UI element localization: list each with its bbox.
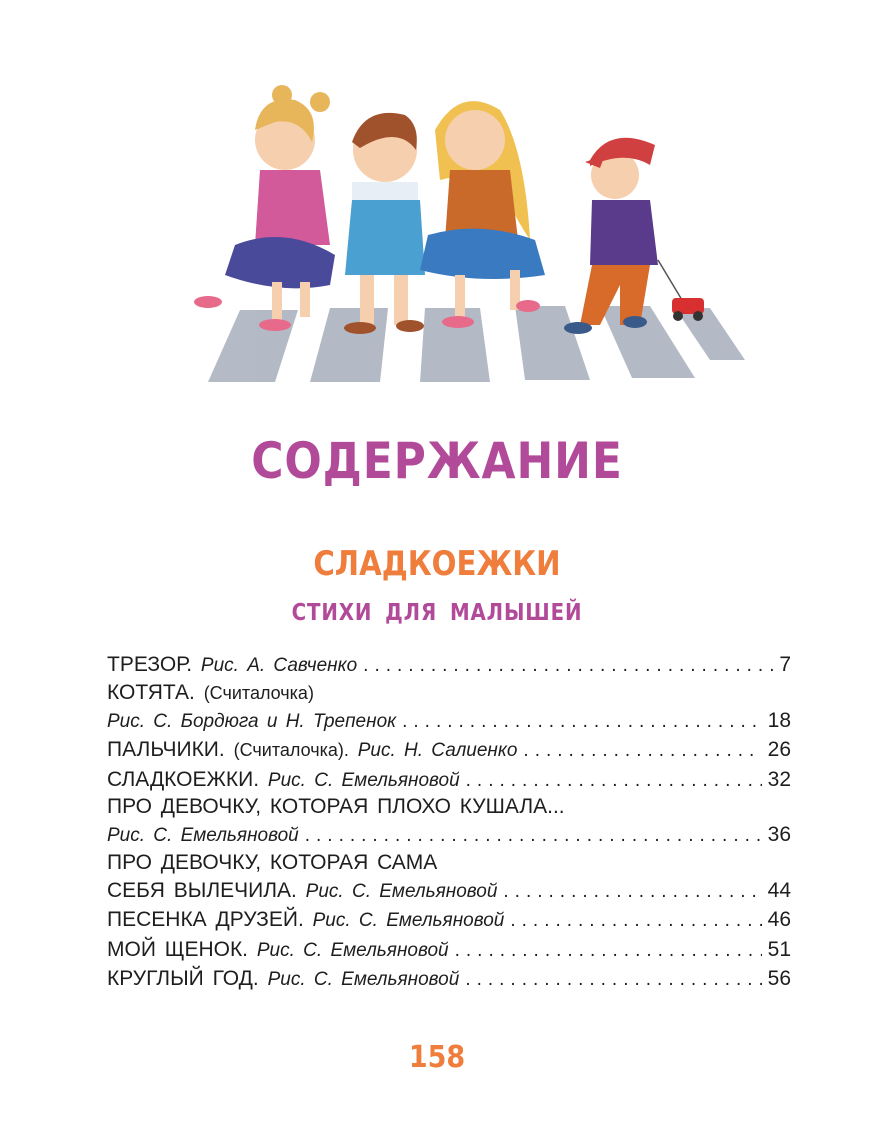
entry-illustrator: Рис. Н. Салиенко: [357, 740, 518, 761]
entry-title: ПРО ДЕВОЧКУ, КОТОРАЯ ПЛОХО КУШАЛА...: [107, 795, 565, 818]
entry-title: ТРЕЗОР.: [107, 653, 193, 676]
leader-dots: [455, 936, 762, 966]
entry-page: 32: [767, 767, 791, 791]
entry-page: 56: [767, 967, 791, 990]
leader-dots: [503, 877, 761, 907]
entry-title: КОТЯТА.: [107, 680, 195, 704]
toc-entry: [107, 650, 791, 680]
entry-page: 18: [767, 708, 791, 732]
section-title: СЛАДКОЕЖКИ: [313, 544, 561, 584]
page-number: 158: [408, 1040, 466, 1075]
toc-entry: [107, 735, 791, 765]
toc-entry: [107, 765, 791, 795]
entry-illustrator: Рис. А. Савченко: [200, 655, 358, 676]
entry-illustrator: Рис. С. Емельяновой: [305, 880, 498, 902]
toc-entry-continuation: [107, 820, 791, 850]
leader-dots: [466, 766, 762, 796]
leader-dots: [523, 736, 761, 766]
zebra-crossing: [208, 306, 745, 382]
entry-title: ПРО ДЕВОЧКУ, КОТОРАЯ САМА: [107, 850, 438, 874]
entry-title: МОЙ ЩЕНОК.: [107, 937, 249, 961]
entry-illustrator: Рис. С. Емельяновой: [267, 769, 460, 791]
section-subtitle: СТИХИ ДЛЯ МАЛЫШЕЙ: [291, 600, 583, 626]
entry-title: ПАЛЬЧИКИ.: [107, 738, 225, 761]
girl-in-pink-jacket: [194, 85, 335, 331]
entry-illustrator: Рис. С. Емельяновой: [312, 910, 505, 931]
toy-car: [658, 260, 704, 321]
entry-page: 44: [767, 878, 791, 902]
toc-entry-continuation: [107, 706, 791, 736]
entry-page: 51: [767, 937, 791, 961]
entry-title: ПЕСЕНКА ДРУЗЕЙ.: [107, 908, 304, 931]
entry-page: 46: [767, 908, 791, 931]
toc-heading: СОДЕРЖАНИЕ: [251, 432, 623, 490]
entry-title: КРУГЛЫЙ ГОД.: [107, 967, 259, 990]
entry-note: (Считалочка).: [233, 740, 349, 760]
toc-entry: [107, 964, 791, 994]
leader-dots: [363, 651, 773, 681]
table-of-contents: [107, 650, 791, 994]
boy-in-blue-overalls: [344, 113, 425, 334]
entry-page: 36: [767, 823, 791, 846]
leader-dots: [465, 965, 761, 995]
leader-dots: [510, 906, 761, 936]
entry-page: 26: [767, 738, 791, 761]
toc-entry: [107, 905, 791, 935]
toc-entry: [107, 794, 791, 820]
entry-page: 7: [779, 653, 791, 676]
children-crossing-illustration: [180, 70, 750, 390]
entry-title: СЕБЯ ВЫЛЕЧИЛА.: [107, 878, 297, 902]
entry-note: (Считалочка): [203, 682, 314, 703]
leader-dots: [305, 821, 762, 851]
entry-illustrator: Рис. С. Емельяновой: [256, 939, 449, 961]
entry-illustrator: Рис. С. Емельяновой: [107, 825, 299, 846]
toc-entry: [107, 850, 791, 876]
entry-title: СЛАДКОЕЖКИ.: [107, 767, 260, 791]
entry-illustrator: Рис. С. Емельяновой: [267, 969, 460, 990]
toc-entry: [107, 935, 791, 965]
leader-dots: [402, 707, 762, 737]
entry-illustrator: Рис. С. Бордюга и Н. Трепенок: [107, 710, 397, 732]
girl-with-long-hair: [420, 101, 545, 328]
boy-in-red-cap: [564, 138, 658, 334]
toc-entry: [107, 680, 791, 706]
toc-entry-continuation: [107, 876, 791, 906]
